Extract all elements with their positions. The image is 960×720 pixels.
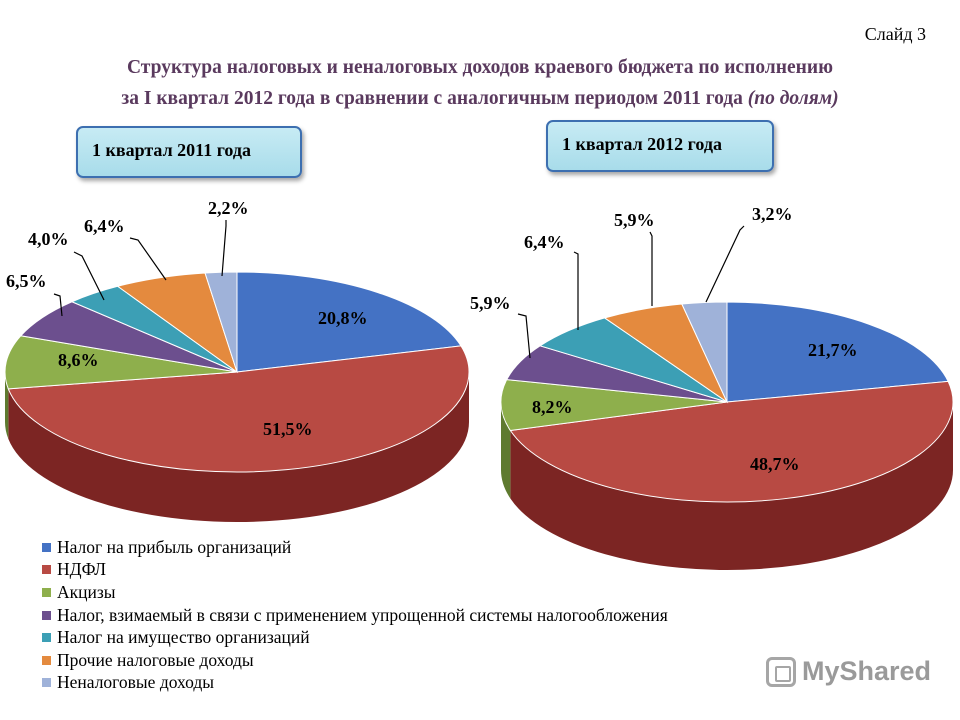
data-label: 5,9% <box>470 293 511 313</box>
title-italic-note: (по долям) <box>747 88 839 109</box>
legend-swatch <box>42 678 51 687</box>
legend-label: Налог на имущество организаций <box>57 627 310 648</box>
data-label: 20,8% <box>318 308 368 328</box>
data-label: 4,0% <box>28 229 69 249</box>
data-label: 3,2% <box>752 204 793 224</box>
legend-item <box>42 672 668 695</box>
data-label: 8,2% <box>532 397 573 417</box>
period-box-2012: 1 квартал 2012 года <box>546 120 774 172</box>
legend-swatch <box>42 565 51 574</box>
legend-item <box>42 536 668 559</box>
legend-swatch <box>42 656 51 665</box>
leader-line <box>518 314 530 358</box>
leader-line <box>574 252 578 330</box>
slide-number: Слайд 3 <box>864 24 926 44</box>
legend-swatch <box>42 588 51 597</box>
legend-item <box>42 581 668 604</box>
myshared-icon <box>766 657 796 687</box>
data-label: 51,5% <box>263 419 313 439</box>
legend-swatch <box>42 611 51 620</box>
data-label: 48,7% <box>750 454 800 474</box>
legend <box>42 536 668 694</box>
legend-item <box>42 604 668 627</box>
watermark-text: MyShared <box>802 656 932 686</box>
period-box-2011: 1 квартал 2011 года <box>76 126 302 178</box>
leader-line <box>650 232 652 306</box>
title-line-2-text: за I квартал 2012 года в сравнении с аналогичным периодом 2011 года <box>121 88 743 109</box>
pie-chart-2012 <box>470 204 953 570</box>
data-label: 6,4% <box>84 216 125 236</box>
watermark-logo <box>766 656 931 687</box>
legend-label: Акцизы <box>57 581 116 602</box>
title-line-1: Структура налоговых и неналоговых доходов краевого бюджета по исполнению <box>126 57 834 78</box>
data-label: 5,9% <box>614 210 655 230</box>
data-label: 6,5% <box>6 271 47 291</box>
legend-label: Налог, взимаемый в связи с применением упрощенной системы налогообложения <box>57 604 668 625</box>
legend-item <box>42 559 668 582</box>
legend-swatch <box>42 543 51 552</box>
legend-label: Прочие налоговые доходы <box>57 649 254 670</box>
legend-item <box>42 626 668 649</box>
legend-label: Неналоговые доходы <box>57 672 215 693</box>
data-label: 2,2% <box>208 198 249 218</box>
leader-line <box>130 238 166 280</box>
legend-swatch <box>42 633 51 642</box>
legend-label: Налог на прибыль организаций <box>57 536 292 557</box>
legend-item <box>42 649 668 672</box>
leader-line <box>706 226 744 302</box>
data-label: 21,7% <box>808 340 858 360</box>
pie-chart-2011 <box>5 198 469 522</box>
legend-label: НДФЛ <box>57 559 106 580</box>
data-label: 8,6% <box>58 350 99 370</box>
data-label: 6,4% <box>524 232 565 252</box>
leader-line <box>222 220 226 276</box>
